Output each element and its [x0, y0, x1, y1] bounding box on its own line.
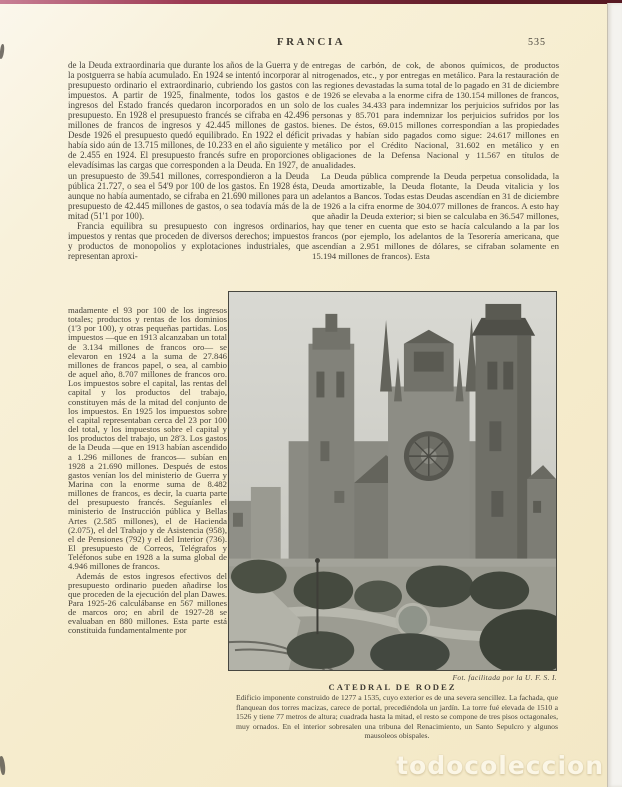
running-header-title: FRANCIA: [276, 36, 346, 48]
photo-credit: Fot. facilitada por la U. F. S. I.: [452, 673, 557, 682]
right-column-text: [312, 60, 559, 306]
scan-artifact: [0, 756, 6, 775]
left-column-narrow-text: [68, 306, 227, 772]
todocoleccion-watermark: todocoleccion: [396, 751, 604, 780]
paragraph: madamente el 93 por 100 de los ingresos totales; productos y rentas de los dominios (1'3 por 100), y otras pequeñas partidas. Los impuestos —que en 1913 alcanzaban un total de 3.134 millones de francos oro— se elevaron en 1924 a la suma de 27.846 millones de francos papel, o sea, al cambio de aquel año, 8.707 millones de francos oro. Los impuestos sobre el capital, las rentas del capital y los productos del trabajo, constituyen más de la mitad del conjunto de los impuestos. En 1925 los impuestos sobre el capital representaban cerca del 23 por 100 del total, y los impuestos sobre el capital y los productos del trabajo, un 28'3. Los gastos de la Deuda —que en 1913 habían ascendido a 1.296 millones de francos— subían en 1928 a 21.690 millones. Después de estos gastos venían los del ministerio de Guerra y Marina con la enorme suma de 8.482 millones de francos, es decir, la cuarta parte del presupuesto francés. Seguíanles el ministerio de Instrucción pública y Bellas Artes (2.585 millones), el de Hacienda (2.075), el del Trabajo y de Asistencia (958), el de Pensiones (792) y el del Interior (736). El presupuesto de Correos, Telégrafos y Teléfonos sube en 1928 a la suma global de 4.946 millones de francos.: [68, 306, 227, 572]
scan-background-strip: [607, 3, 622, 787]
left-column-top-text: [68, 60, 309, 298]
paragraph: entregas de carbón, de cok, de abonos químicos, de productos nitrogenados, etc., y por entregas en metálico. Para la restauración de las regiones devastadas la suma total de lo pagado en 31 de diciembre de 1926 se elevaba a la enorme cifra de 130.154 millones de francos, de los cuales 34.433 para indemnizar los perjuicios sufridos por las personas y 85.701 para indemnizar los perjuicios sufridos por los bienes. De éstos, 69.015 millones correspondían a las propiedades privadas y habían sido pagados como sigue: 24.617 millones en metálico por el Crédito Nacional, 31.602 en metálico y en obligaciones de la Defensa Nacional y 11.567 en títulos de anualidades.: [312, 60, 559, 171]
paragraph: Francia equilibra su presupuesto con ingresos ordinarios, impuestos y rentas que proceden de diversos derechos; impuestos y productos de monopolios y explotaciones industriales, que representan aproxi-: [68, 220, 309, 261]
figure-caption: Edificio imponente construido de 1277 a 1535, cuyo exterior es de una severa sencillez. La fachada, que flanquean dos torres macizas, carece de portal, precediéndola un jardín. La torre fué elevada de 1510 a 1526 y tiene 77 metros de altura; cuadrada hasta la mitad, el resto se compone de tres pisos octagonales, muy ornados. En el interior sobresalen una tribuna del Renacimiento, un Santo Sepulcro y algunos mausoleos obispales.: [236, 693, 558, 740]
paragraph: Además de estos ingresos efectivos del presupuesto ordinario pueden añadirse los que proceden de la ejecución del plan Dawes. Para 1925-26 calculábanse en 567 millones de marcos oro; en abril de 1927-28 se evaluaban en 880 millones. Esta parte está constituida fundamentalmente por: [68, 570, 227, 636]
paragraph: de la Deuda extraordinaria que durante los años de la Guerra y de la postguerra se había acumulado. En 1924 se intentó incorporar al presupuesto ordinario el extraordinario, cubriendo los gastos con impuestos. A partir de 1925, finalmente, todos los gastos e ingresos del Estado francés quedaron incorporados en un solo presupuesto. En 1928 el presupuesto francés se cifraba en 42.496 millones de francos de ingresos y 42.445 millones de gastos. Desde 1926 el presupuesto quedó equilibrado. En 1922 el déficit había sido aún de 13.715 millones, de 10.233 en el año siguiente y de 2.455 en 1924. El presupuesto francés sufre en proporciones elevadísimas las cargas que corresponden a la Deuda. En 1927, de un presupuesto de 39.541 millones, correspondieron a la Deuda pública 21.727, o sea el 54'9 por 100 de los gastos. En 1928 ésta, aunque no había aumentado, se cifraba en 21.690 millones para un presupuesto de 42.445 millones de gastos, o sea todavía más de la mitad (51'1 por 100).: [68, 60, 309, 221]
cathedral-illustration: [229, 292, 556, 670]
cathedral-photo: [228, 291, 557, 671]
paragraph: La Deuda pública comprende la Deuda perpetua consolidada, la Deuda amortizable, la Deuda flotante, la Deuda vitalicia y los adelantos a Bancos. Todas estas Deudas ascendían en 31 de diciembre de 1926 a la cifra enorme de 304.077 millones de francos. A esto hay que añadir la Deuda exterior; si bien se calculaba en 36.547 millones, hay que tener en cuenta que esto se hacía calculando a la par los francos (por ejemplo, los adelantos de la Tesorería americana, que ascendían a 2.951 millones de dólares, se cifraban solamente en 15.194 millones de francos). Esta: [312, 170, 559, 261]
scan-edge-top-bar: [0, 0, 622, 4]
figure-title: CATEDRAL DE RODEZ: [328, 682, 457, 692]
page-number: 535: [528, 37, 546, 48]
